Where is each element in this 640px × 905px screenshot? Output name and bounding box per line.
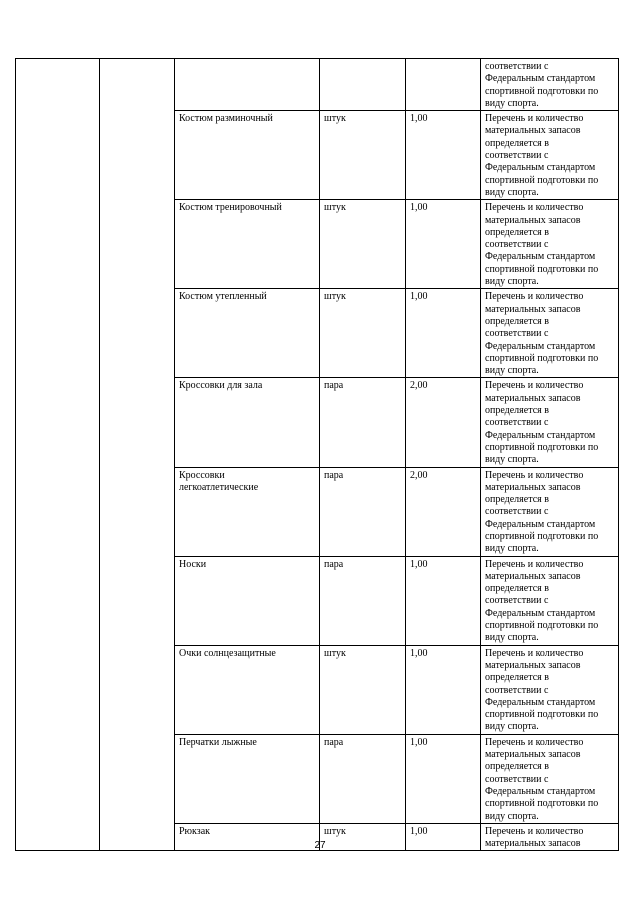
note-line: соответствии с bbox=[485, 61, 549, 72]
item-qty-cell: 1,00 bbox=[406, 645, 481, 734]
item-name-cell bbox=[175, 467, 320, 556]
item-name-cell: Костюм тренировочный bbox=[175, 200, 320, 289]
item-name-cell: Костюм разминочный bbox=[175, 111, 320, 200]
note-line: материальных запасов bbox=[485, 214, 581, 226]
item-qty-cell: 1,00 bbox=[406, 556, 481, 645]
note-line: материальных запасов bbox=[485, 392, 581, 404]
note-line: Федеральным стандартом bbox=[485, 162, 596, 174]
page-number: 27 bbox=[314, 840, 326, 851]
item-qty-cell: 1,00 bbox=[406, 111, 481, 200]
note-line: Федеральным стандартом bbox=[485, 340, 596, 352]
item-qty-cell: 2,00 bbox=[406, 467, 481, 556]
merged-cell-col2 bbox=[100, 59, 175, 851]
item-name-cell bbox=[175, 59, 320, 111]
note-line: Федеральным стандартом bbox=[485, 785, 596, 797]
note-line: определяется в bbox=[485, 405, 549, 417]
item-note-cell bbox=[481, 289, 619, 378]
item-note-cell bbox=[481, 200, 619, 289]
note-line: виду спорта. bbox=[485, 276, 539, 288]
note-line: Перечень и количество bbox=[485, 647, 584, 659]
item-unit-cell: штук bbox=[320, 111, 406, 200]
item-note-cell bbox=[481, 111, 619, 200]
note-line: виду спорта. bbox=[485, 186, 539, 198]
item-note-cell bbox=[481, 645, 619, 734]
note-line: Федеральным стандартом bbox=[485, 696, 596, 708]
item-note-cell bbox=[481, 378, 619, 467]
note-line: материальных запасов bbox=[485, 125, 581, 137]
item-unit-cell bbox=[320, 59, 406, 111]
item-note-cell bbox=[481, 734, 619, 823]
note-line: Перечень и количество bbox=[485, 113, 584, 125]
item-unit-cell: пара bbox=[320, 734, 406, 823]
item-note-cell bbox=[481, 467, 619, 556]
note-line: материальных запасов bbox=[485, 838, 581, 850]
note-line: Федеральным стандартом bbox=[485, 251, 596, 263]
item-qty-cell: 1,00 bbox=[406, 289, 481, 378]
note-line: Федеральным стандартом bbox=[485, 607, 596, 619]
item-unit-cell: штук bbox=[320, 200, 406, 289]
note-line: соответствии с bbox=[485, 773, 549, 785]
item-unit-cell: штук bbox=[320, 645, 406, 734]
note-line: материальных запасов bbox=[485, 570, 581, 582]
note-line: определяется в bbox=[485, 315, 549, 327]
note-line: спортивной подготовки по bbox=[485, 263, 599, 275]
note-line: определяется в bbox=[485, 761, 549, 773]
note-line: соответствии с bbox=[485, 150, 549, 162]
item-name-cell: Кроссовки для зала bbox=[175, 378, 320, 467]
item-unit-cell: штук bbox=[320, 823, 406, 851]
note-line: виду спорта. bbox=[485, 543, 539, 555]
note-line: Федеральным стандартом bbox=[485, 73, 596, 85]
item-name-cell: Носки bbox=[175, 556, 320, 645]
item-name-cell: Рюкзак bbox=[175, 823, 320, 851]
note-line: Перечень и количество bbox=[485, 380, 584, 392]
note-line: определяется в bbox=[485, 583, 549, 595]
note-line: виду спорта. bbox=[485, 810, 539, 822]
item-name-line: легкоатлетические bbox=[179, 481, 259, 493]
item-name-cell: Костюм утепленный bbox=[175, 289, 320, 378]
note-line: соответствии с bbox=[485, 417, 549, 429]
item-name-line: Кроссовки bbox=[179, 469, 225, 481]
note-line: Перечень и количество bbox=[485, 558, 584, 570]
note-line: Федеральным стандартом bbox=[485, 518, 596, 530]
note-line: Перечень и количество bbox=[485, 291, 584, 303]
note-line: Перечень и количество bbox=[485, 736, 584, 748]
note-line: виду спорта. bbox=[485, 454, 539, 466]
note-line: спортивной подготовки по bbox=[485, 85, 599, 97]
item-qty-cell: 1,00 bbox=[406, 823, 481, 851]
note-line: материальных запасов bbox=[485, 303, 581, 315]
note-line: виду спорта. bbox=[485, 97, 539, 109]
note-line: Перечень и количество bbox=[485, 469, 584, 481]
item-unit-cell: пара bbox=[320, 467, 406, 556]
note-line: соответствии с bbox=[485, 595, 549, 607]
item-unit-cell: пара bbox=[320, 556, 406, 645]
item-note-cell bbox=[481, 556, 619, 645]
note-line: материальных запасов bbox=[485, 659, 581, 671]
note-line: соответствии с bbox=[485, 328, 549, 340]
note-line: спортивной подготовки по bbox=[485, 174, 599, 186]
note-line: спортивной подготовки по bbox=[485, 352, 599, 364]
note-line: Перечень и количество bbox=[485, 202, 584, 214]
note-line: определяется в bbox=[485, 672, 549, 684]
item-qty-cell: 1,00 bbox=[406, 200, 481, 289]
note-line: материальных запасов bbox=[485, 481, 581, 493]
merged-cell-col1 bbox=[16, 59, 100, 851]
note-line: определяется в bbox=[485, 494, 549, 506]
note-line: спортивной подготовки по bbox=[485, 530, 599, 542]
note-line: Перечень и количество bbox=[485, 825, 584, 837]
note-line: Федеральным стандартом bbox=[485, 429, 596, 441]
item-note-cell bbox=[481, 59, 619, 111]
note-line: спортивной подготовки по bbox=[485, 620, 599, 632]
item-qty-cell bbox=[406, 59, 481, 111]
note-line: виду спорта. bbox=[485, 721, 539, 733]
note-line: спортивной подготовки по bbox=[485, 798, 599, 810]
note-line: определяется в bbox=[485, 226, 549, 238]
note-line: соответствии с bbox=[485, 684, 549, 696]
note-line: определяется в bbox=[485, 137, 549, 149]
item-qty-cell: 2,00 bbox=[406, 378, 481, 467]
note-line: спортивной подготовки по bbox=[485, 441, 599, 453]
note-line: виду спорта. bbox=[485, 632, 539, 644]
note-line: соответствии с bbox=[485, 239, 549, 251]
item-unit-cell: пара bbox=[320, 378, 406, 467]
note-line: виду спорта. bbox=[485, 365, 539, 377]
item-name-cell: Перчатки лыжные bbox=[175, 734, 320, 823]
note-line: материальных запасов bbox=[485, 749, 581, 761]
item-qty-cell: 1,00 bbox=[406, 734, 481, 823]
equipment-table bbox=[15, 58, 619, 851]
note-line: спортивной подготовки по bbox=[485, 709, 599, 721]
table-row-continued bbox=[16, 59, 619, 111]
item-name-cell: Очки солнцезащитные bbox=[175, 645, 320, 734]
item-unit-cell: штук bbox=[320, 289, 406, 378]
note-line: соответствии с bbox=[485, 506, 549, 518]
